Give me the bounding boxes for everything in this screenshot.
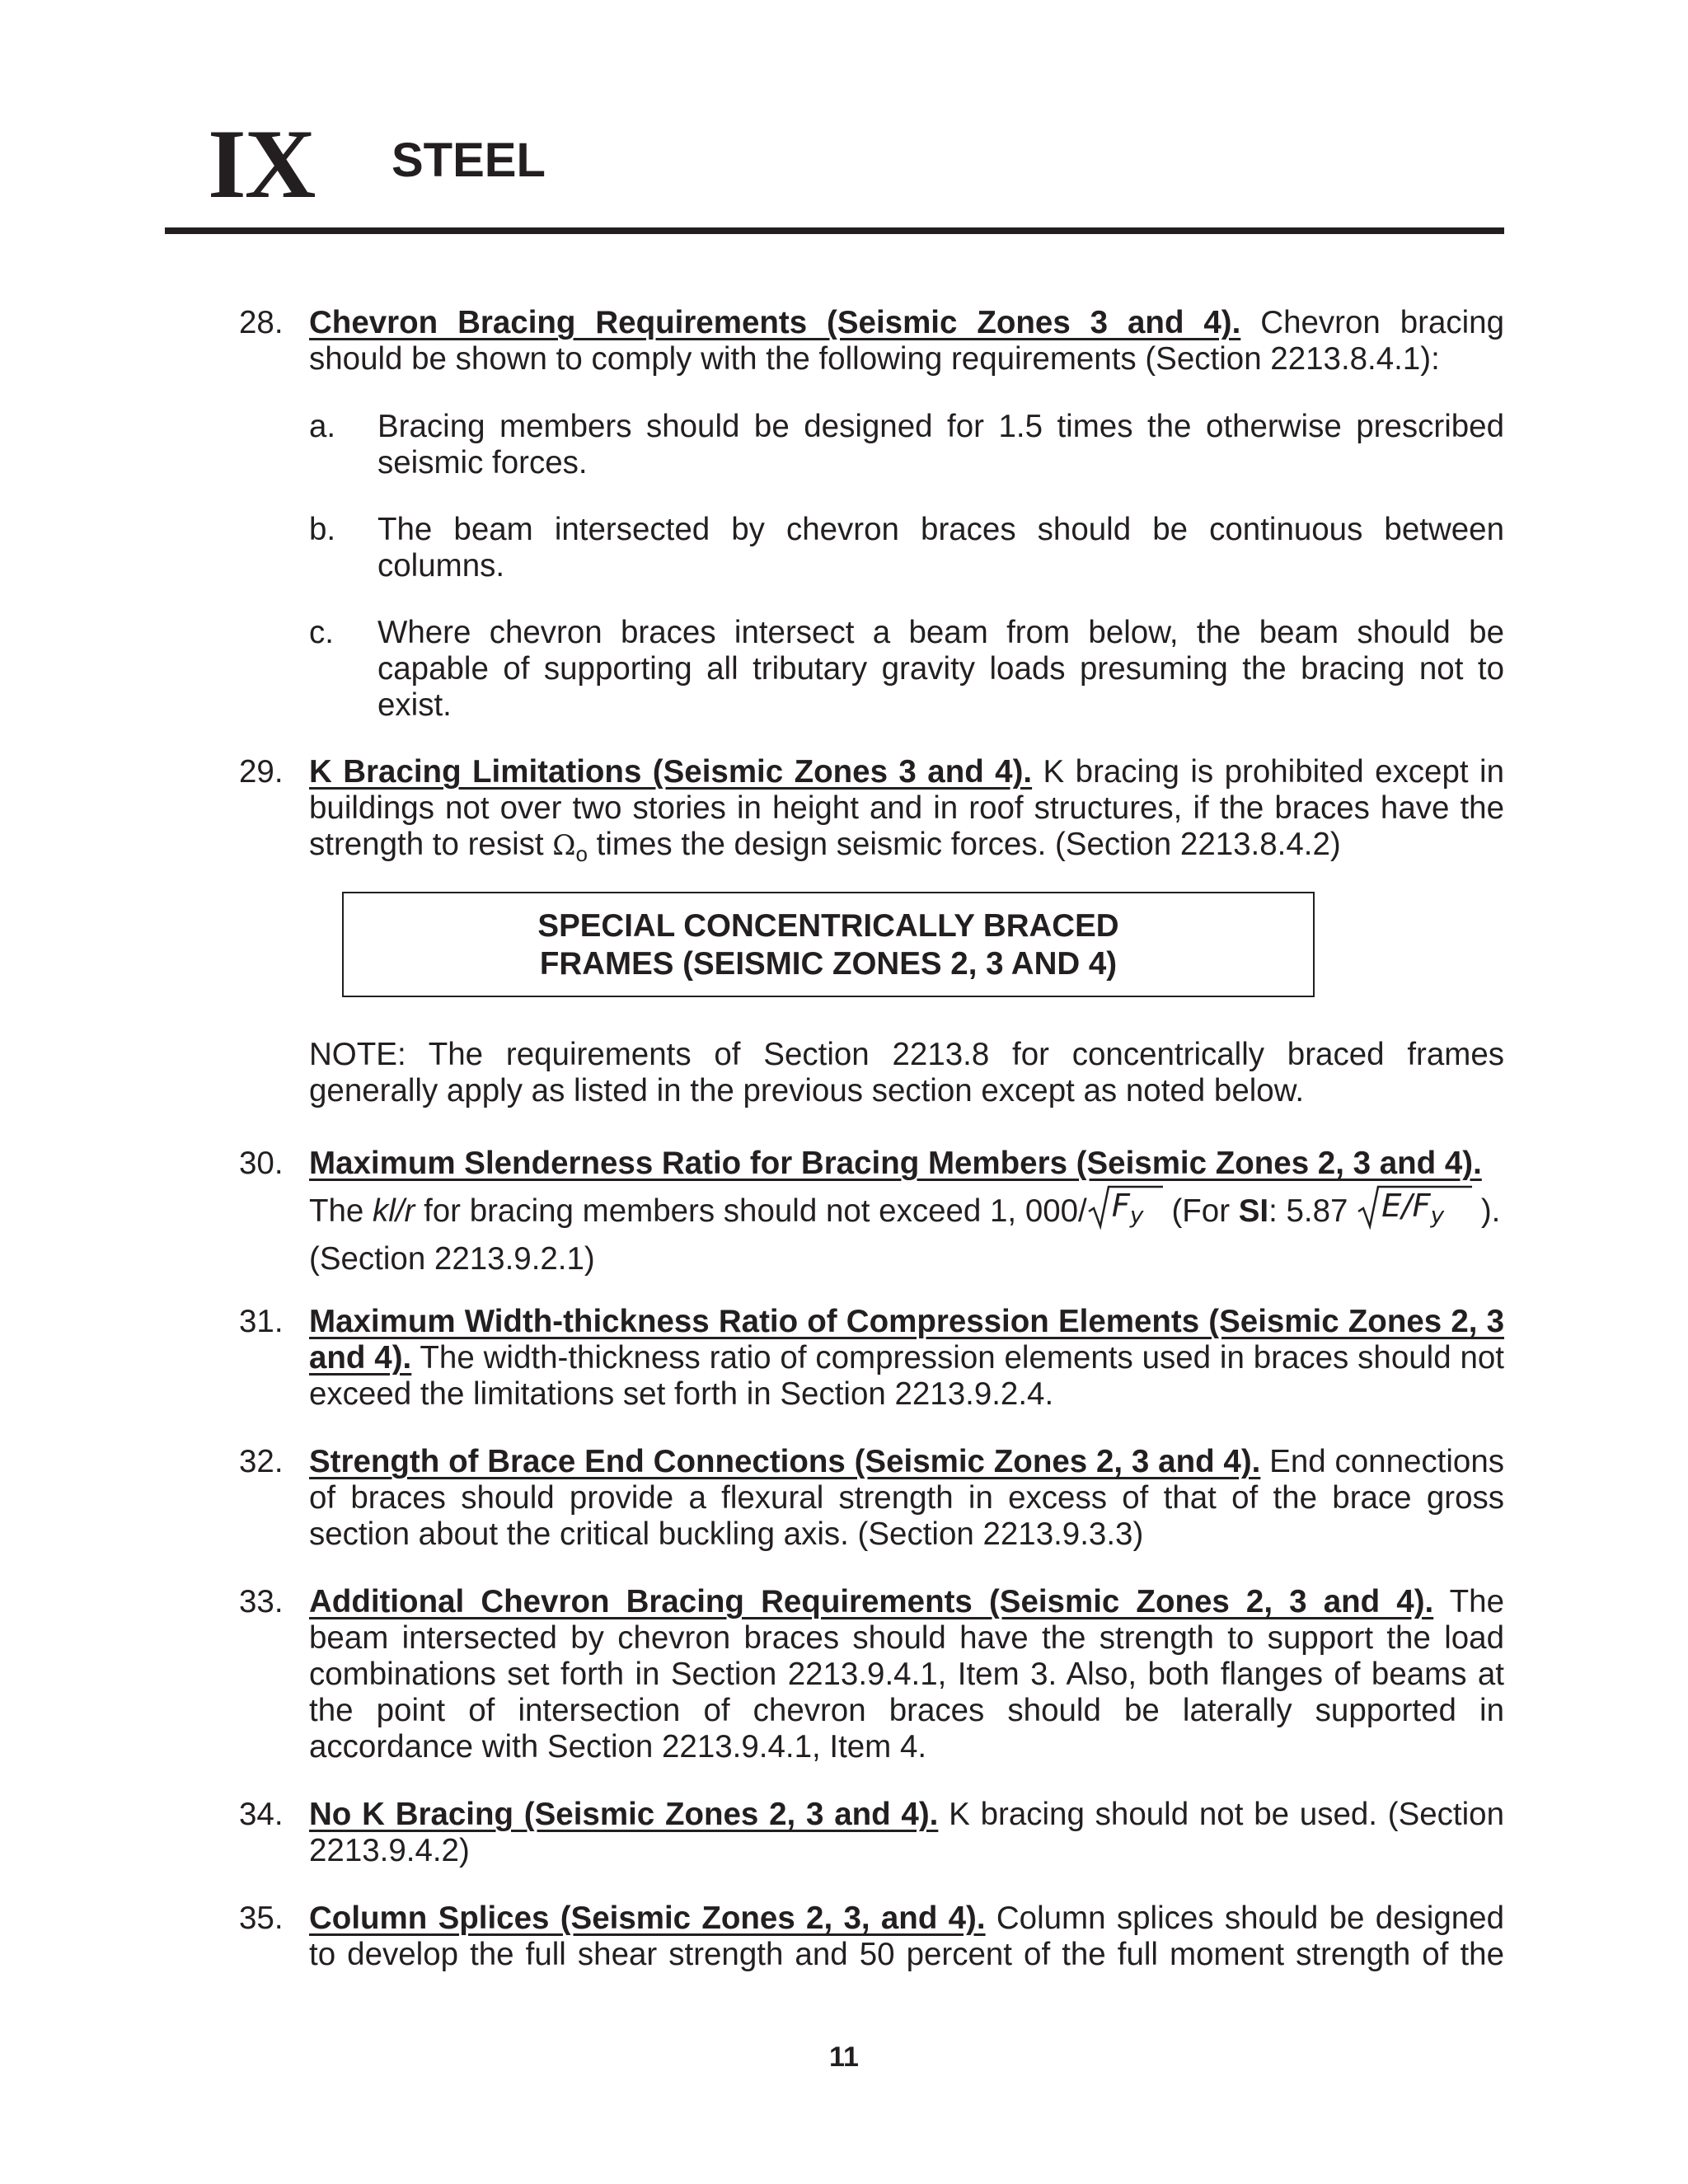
item-28-second-line: should be shown to comply with the following requirements (Section 2213.8.4.1):	[309, 341, 1440, 377]
item-text: K bracing should not be used. (Section 2213.9.4.2)	[309, 1797, 1504, 1868]
sqrt-fy-subscript: y	[1129, 1202, 1144, 1229]
page-number: 11	[829, 2041, 859, 2073]
sqrt-e-fy-subscript: y	[1430, 1202, 1445, 1229]
item-heading: No K Bracing (Seismic Zones 2, 3 and 4).	[309, 1797, 939, 1832]
section-heading-box	[342, 892, 1315, 997]
item-body	[309, 1797, 1504, 1869]
item-heading: Maximum Slenderness Ratio for Bracing Members (Seismic Zones 2, 3 and 4).	[309, 1146, 1482, 1181]
chapter-title: STEEL	[392, 134, 546, 187]
item-number: 34.	[239, 1797, 284, 1832]
item-text: K bracing is prohibited except in buildings not over two stories in height and in roof structures, if the braces have the strength to resist	[309, 754, 1504, 862]
sub-item-letter: b.	[309, 512, 336, 547]
item-heading: Column Splices (Seismic Zones 2, 3, and 4).	[309, 1900, 986, 1936]
section-heading-line-2: FRAMES (SEISMIC ZONES 2, 3 AND 4)	[539, 946, 1118, 982]
item-text: The width-thickness ratio of compression elements used in braces should not exceed the limitations set forth in Section 2213.9.2.4.	[309, 1340, 1504, 1412]
square-root-fy	[1087, 1187, 1163, 1230]
formula-mid: for bracing members should not exceed 1, 000/	[415, 1193, 1087, 1229]
item-body	[309, 1444, 1504, 1553]
section-heading-line-1: SPECIAL CONCENTRICALLY BRACED	[537, 908, 1119, 944]
item-body	[309, 754, 1504, 872]
item-text-after: times the design seismic forces. (Section 2213.8.4.2)	[587, 827, 1341, 862]
item-body	[309, 1584, 1504, 1765]
item-text: Column splices should be designed to develop the full shear strength and 50 percent of the full moment strength of the	[309, 1900, 1504, 1972]
formula-si-label: SI	[1238, 1193, 1269, 1229]
item-body	[309, 1900, 1504, 1973]
item-text: End connections of braces should provide a flexural strength in excess of that of the brace gross section about the critical buckling axis. (Section 2213.9.3.3)	[309, 1444, 1504, 1552]
note-paragraph: NOTE: The requirements of Section 2213.8 for concentrically braced frames generally apply as listed in the previous section except as noted below.	[309, 1037, 1504, 1108]
item-body	[309, 1146, 1504, 1182]
omega-subscript: o	[575, 841, 588, 866]
sub-item-letter: a.	[309, 409, 336, 444]
sub-item-letter: c.	[309, 615, 334, 650]
omega-symbol: Ω	[552, 829, 576, 862]
item-heading: Additional Chevron Bracing Requirements (Seismic Zones 2, 3 and 4).	[309, 1584, 1434, 1619]
sub-item-text: Where chevron braces intersect a beam from below, the beam should be capable of supporting all tributary gravity loads presuming the bracing not to exist.	[377, 615, 1504, 723]
item-number: 32.	[239, 1444, 284, 1479]
sqrt-fy-var: F	[1111, 1188, 1130, 1225]
item-number: 35.	[239, 1900, 284, 1936]
formula-si-open: (For	[1162, 1193, 1239, 1229]
item-28-first-line	[309, 305, 1504, 341]
header-divider	[165, 227, 1504, 234]
page-header	[165, 111, 1504, 235]
item-heading: Chevron Bracing Requirements (Seismic Zones 3 and 4).	[309, 305, 1241, 340]
item-30-section-ref: (Section 2213.9.2.1)	[309, 1241, 595, 1277]
item-number: 33.	[239, 1584, 284, 1619]
item-number: 28.	[239, 305, 284, 340]
item-text: The beam intersected by chevron braces should have the strength to support the load combinations set forth in Section 2213.9.4.1, Item 3. Also, both flanges of beams at the point of intersection of chevron braces should be laterally supported in accordance with Section 2213.9.4.1, Item 4.	[309, 1584, 1504, 1765]
formula-variable: kl/r	[373, 1193, 415, 1229]
chapter-numeral: IX	[208, 109, 315, 218]
item-number: 29.	[239, 754, 284, 790]
item-heading: Strength of Brace End Connections (Seismic Zones 2, 3 and 4).	[309, 1444, 1261, 1479]
item-text: Chevron bracing	[1240, 305, 1504, 340]
item-heading: K Bracing Limitations (Seismic Zones 3 and 4).	[309, 754, 1033, 790]
item-number: 31.	[239, 1304, 284, 1339]
sub-item-text: The beam intersected by chevron braces should be continuous between columns.	[377, 512, 1504, 583]
formula-close: ).	[1472, 1193, 1501, 1229]
sqrt-e-fy-var: E/F	[1381, 1188, 1431, 1225]
formula-prefix: The	[309, 1193, 373, 1229]
formula-line	[309, 1187, 1504, 1240]
item-heading: Maximum Width-thickness Ratio of Compression Elements (Seismic Zones 2, 3 and 4).	[309, 1304, 1504, 1376]
item-body	[309, 305, 1504, 377]
sub-item-text: Bracing members should be designed for 1.5 times the otherwise prescribed seismic forces.	[377, 409, 1504, 480]
square-root-e-fy	[1357, 1187, 1472, 1230]
item-body	[309, 1304, 1504, 1413]
item-number: 30.	[239, 1146, 284, 1181]
formula-si-text: : 5.87	[1268, 1193, 1357, 1229]
